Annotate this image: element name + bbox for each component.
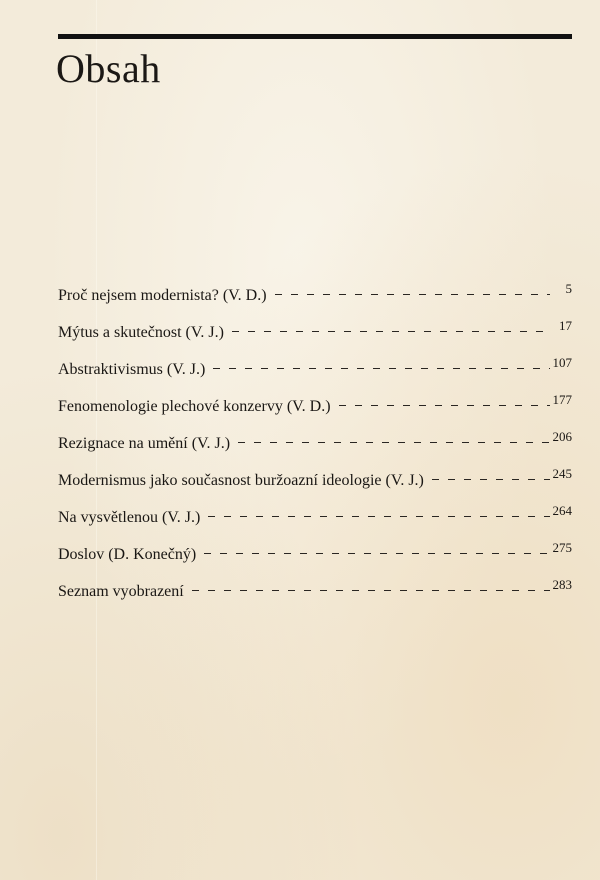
toc-leader-dashes bbox=[208, 505, 550, 525]
toc-entry-title: Mýtus a skutečnost (V. J.) bbox=[58, 324, 224, 341]
toc-entry-page: 5 bbox=[565, 281, 572, 296]
toc-entry-page: 283 bbox=[552, 577, 572, 592]
toc-entry-title: Proč nejsem modernista? (V. D.) bbox=[58, 287, 267, 304]
toc-entry bbox=[58, 542, 572, 579]
toc-leader-dashes bbox=[204, 542, 550, 562]
toc-entry-page: 107 bbox=[552, 355, 572, 370]
toc-entry bbox=[58, 468, 572, 505]
toc-entry bbox=[58, 505, 572, 542]
heading-rule bbox=[58, 34, 572, 39]
toc-entry bbox=[58, 431, 572, 468]
toc-entry-title: Fenomenologie plechové konzervy (V. D.) bbox=[58, 398, 331, 415]
toc-leader-dashes bbox=[275, 283, 550, 303]
toc-entry-page: 17 bbox=[559, 318, 572, 333]
toc-entry bbox=[58, 320, 572, 357]
toc-entry-page: 206 bbox=[552, 429, 572, 444]
toc-entry-page: 245 bbox=[552, 466, 572, 481]
toc-entry-title: Abstraktivismus (V. J.) bbox=[58, 361, 206, 378]
toc-leader-dashes bbox=[339, 394, 550, 414]
toc-entry bbox=[58, 283, 572, 320]
table-of-contents bbox=[58, 283, 572, 616]
toc-entry-title: Na vysvětlenou (V. J.) bbox=[58, 509, 201, 526]
toc-entry-page: 275 bbox=[552, 540, 572, 555]
toc-leader-dashes bbox=[238, 431, 550, 451]
toc-leader-dashes bbox=[232, 320, 550, 340]
toc-leader-dashes bbox=[192, 579, 550, 599]
toc-entry bbox=[58, 357, 572, 394]
toc-leader-dashes bbox=[432, 468, 550, 488]
toc-entry-page: 177 bbox=[552, 392, 572, 407]
toc-entry-title: Seznam vyobrazení bbox=[58, 583, 184, 600]
toc-entry-title: Doslov (D. Konečný) bbox=[58, 546, 197, 563]
toc-entry-page: 264 bbox=[552, 503, 572, 518]
toc-entry bbox=[58, 394, 572, 431]
toc-leader-dashes bbox=[213, 357, 550, 377]
toc-entry bbox=[58, 579, 572, 616]
page-title: Obsah bbox=[56, 46, 161, 91]
toc-entry-title: Modernismus jako současnost buržoazní ideologie (V. J.) bbox=[58, 472, 424, 489]
toc-entry-title: Rezignace na umění (V. J.) bbox=[58, 435, 231, 452]
